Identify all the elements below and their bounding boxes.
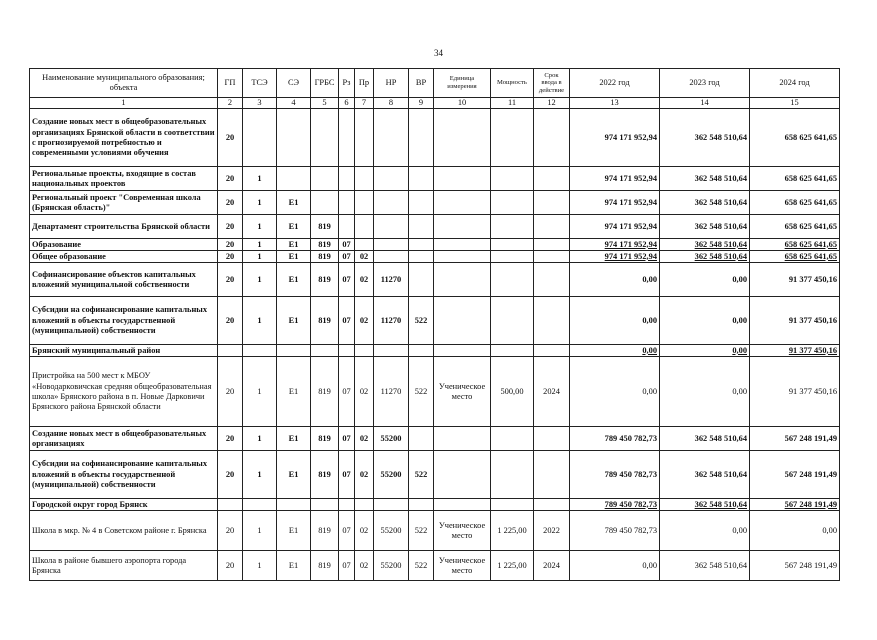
vr-cell — [409, 239, 434, 251]
pr-cell: 02 — [355, 511, 374, 551]
table-row — [30, 251, 840, 263]
column-header: Пр — [355, 69, 374, 98]
tse-cell — [243, 109, 277, 167]
table-row — [30, 345, 840, 357]
amount-2022-cell: 0,00 — [570, 357, 660, 427]
se-cell: Е1 — [277, 511, 311, 551]
column-header: Мощность — [491, 69, 534, 98]
unit-cell — [434, 499, 491, 511]
gp-cell: 20 — [218, 451, 243, 499]
column-number: 4 — [277, 98, 311, 109]
grbs-cell: 819 — [311, 511, 339, 551]
amount-2022-cell: 974 171 952,94 — [570, 251, 660, 263]
pr-cell: 02 — [355, 451, 374, 499]
nr-cell — [374, 167, 409, 191]
table-row — [30, 109, 840, 167]
amount-2022-cell: 974 171 952,94 — [570, 215, 660, 239]
tse-cell — [243, 345, 277, 357]
term-cell — [534, 191, 570, 215]
power-cell: 1 225,00 — [491, 511, 534, 551]
tse-cell: 1 — [243, 167, 277, 191]
vr-cell — [409, 263, 434, 297]
row-name: Общее образование — [30, 251, 218, 263]
power-cell — [491, 251, 534, 263]
gp-cell: 20 — [218, 551, 243, 581]
rz-cell — [339, 215, 355, 239]
amount-2022-cell: 0,00 — [570, 345, 660, 357]
se-cell: Е1 — [277, 357, 311, 427]
rz-cell: 07 — [339, 251, 355, 263]
column-number: 12 — [534, 98, 570, 109]
power-cell — [491, 451, 534, 499]
rz-cell: 07 — [339, 427, 355, 451]
column-header: СЭ — [277, 69, 311, 98]
rz-cell: 07 — [339, 511, 355, 551]
rz-cell — [339, 167, 355, 191]
rz-cell: 07 — [339, 551, 355, 581]
vr-cell — [409, 427, 434, 451]
gp-cell: 20 — [218, 167, 243, 191]
amount-2024-cell: 91 377 450,16 — [750, 345, 840, 357]
column-number: 13 — [570, 98, 660, 109]
grbs-cell: 819 — [311, 357, 339, 427]
se-cell — [277, 167, 311, 191]
column-number: 10 — [434, 98, 491, 109]
grbs-cell: 819 — [311, 551, 339, 581]
nr-cell: 55200 — [374, 551, 409, 581]
table-row — [30, 357, 840, 427]
tse-cell: 1 — [243, 427, 277, 451]
column-number: 15 — [750, 98, 840, 109]
se-cell — [277, 499, 311, 511]
se-cell: Е1 — [277, 427, 311, 451]
nr-cell — [374, 215, 409, 239]
nr-cell — [374, 109, 409, 167]
table-row — [30, 499, 840, 511]
amount-2022-cell: 789 450 782,73 — [570, 427, 660, 451]
amount-2022-cell: 0,00 — [570, 263, 660, 297]
se-cell: Е1 — [277, 451, 311, 499]
column-number: 8 — [374, 98, 409, 109]
amount-2023-cell: 362 548 510,64 — [660, 427, 750, 451]
amount-2022-cell: 789 450 782,73 — [570, 511, 660, 551]
tse-cell — [243, 499, 277, 511]
column-header: 2022 год — [570, 69, 660, 98]
gp-cell: 20 — [218, 215, 243, 239]
grbs-cell: 819 — [311, 263, 339, 297]
se-cell: Е1 — [277, 251, 311, 263]
pr-cell: 02 — [355, 251, 374, 263]
amount-2023-cell: 362 548 510,64 — [660, 239, 750, 251]
amount-2024-cell: 91 377 450,16 — [750, 263, 840, 297]
row-name: Пристройка на 500 мест к МБОУ «Новодарковичская средняя общеобразовательная школа» Брянского района в п. Новые Дарковичи Брянского района Брянской области — [30, 357, 218, 427]
amount-2024-cell: 567 248 191,49 — [750, 427, 840, 451]
rz-cell — [339, 345, 355, 357]
unit-cell — [434, 109, 491, 167]
pr-cell — [355, 191, 374, 215]
pr-cell — [355, 215, 374, 239]
table-row — [30, 451, 840, 499]
nr-cell — [374, 499, 409, 511]
pr-cell: 02 — [355, 551, 374, 581]
amount-2024-cell: 658 625 641,65 — [750, 191, 840, 215]
row-name: Субсидии на софинансирование капитальных вложений в объекты государственной (муниципальной) собственности — [30, 451, 218, 499]
rz-cell — [339, 191, 355, 215]
tse-cell: 1 — [243, 511, 277, 551]
pr-cell: 02 — [355, 427, 374, 451]
term-cell — [534, 167, 570, 191]
column-number: 2 — [218, 98, 243, 109]
gp-cell: 20 — [218, 511, 243, 551]
amount-2023-cell: 362 548 510,64 — [660, 215, 750, 239]
tse-cell: 1 — [243, 357, 277, 427]
gp-cell: 20 — [218, 251, 243, 263]
term-cell: 2024 — [534, 357, 570, 427]
nr-cell: 11270 — [374, 263, 409, 297]
vr-cell — [409, 167, 434, 191]
nr-cell — [374, 251, 409, 263]
vr-cell: 522 — [409, 297, 434, 345]
vr-cell: 522 — [409, 451, 434, 499]
se-cell: Е1 — [277, 215, 311, 239]
column-number: 11 — [491, 98, 534, 109]
row-name: Региональный проект "Современная школа (Брянская область)" — [30, 191, 218, 215]
amount-2024-cell: 658 625 641,65 — [750, 109, 840, 167]
table-header-row — [30, 69, 840, 98]
amount-2022-cell: 789 450 782,73 — [570, 451, 660, 499]
column-number: 7 — [355, 98, 374, 109]
power-cell — [491, 427, 534, 451]
gp-cell: 20 — [218, 427, 243, 451]
row-name: Субсидии на софинансирование капитальных вложений в объекты государственной (муниципальной) собственности — [30, 297, 218, 345]
power-cell — [491, 239, 534, 251]
table-row — [30, 167, 840, 191]
power-cell — [491, 345, 534, 357]
column-number: 3 — [243, 98, 277, 109]
amount-2022-cell: 0,00 — [570, 297, 660, 345]
amount-2022-cell: 974 171 952,94 — [570, 167, 660, 191]
unit-cell — [434, 167, 491, 191]
pr-cell — [355, 499, 374, 511]
row-name: Брянский муниципальный район — [30, 345, 218, 357]
se-cell: Е1 — [277, 239, 311, 251]
page-number: 34 — [434, 48, 443, 58]
column-header: ГП — [218, 69, 243, 98]
table-body — [30, 109, 840, 581]
grbs-cell — [311, 167, 339, 191]
amount-2022-cell: 974 171 952,94 — [570, 109, 660, 167]
gp-cell: 20 — [218, 191, 243, 215]
pr-cell: 02 — [355, 263, 374, 297]
column-number: 1 — [30, 98, 218, 109]
table-row — [30, 427, 840, 451]
row-name: Школа в районе бывшего аэропорта города Брянска — [30, 551, 218, 581]
nr-cell: 11270 — [374, 357, 409, 427]
rz-cell: 07 — [339, 357, 355, 427]
power-cell: 500,00 — [491, 357, 534, 427]
rz-cell: 07 — [339, 239, 355, 251]
column-number: 6 — [339, 98, 355, 109]
tse-cell: 1 — [243, 451, 277, 499]
vr-cell — [409, 345, 434, 357]
pr-cell — [355, 345, 374, 357]
term-cell — [534, 345, 570, 357]
column-header: ГРБС — [311, 69, 339, 98]
amount-2024-cell: 658 625 641,65 — [750, 251, 840, 263]
row-name: Создание новых мест в общеобразовательных организациях Брянской области в соответствии с прогнозируемой потребностью и современными условиями обучения — [30, 109, 218, 167]
nr-cell — [374, 191, 409, 215]
grbs-cell — [311, 191, 339, 215]
amount-2023-cell: 0,00 — [660, 345, 750, 357]
table-row — [30, 263, 840, 297]
term-cell — [534, 499, 570, 511]
amount-2024-cell: 658 625 641,65 — [750, 167, 840, 191]
vr-cell — [409, 109, 434, 167]
se-cell — [277, 109, 311, 167]
term-cell — [534, 239, 570, 251]
power-cell — [491, 263, 534, 297]
column-number: 5 — [311, 98, 339, 109]
term-cell — [534, 263, 570, 297]
amount-2022-cell: 974 171 952,94 — [570, 239, 660, 251]
gp-cell: 20 — [218, 297, 243, 345]
grbs-cell: 819 — [311, 427, 339, 451]
se-cell: Е1 — [277, 191, 311, 215]
term-cell — [534, 109, 570, 167]
tse-cell: 1 — [243, 191, 277, 215]
table-row — [30, 551, 840, 581]
unit-cell — [434, 427, 491, 451]
amount-2023-cell: 0,00 — [660, 297, 750, 345]
amount-2024-cell: 0,00 — [750, 511, 840, 551]
table-row — [30, 191, 840, 215]
power-cell — [491, 499, 534, 511]
table-row — [30, 511, 840, 551]
column-header: ТСЭ — [243, 69, 277, 98]
unit-cell — [434, 297, 491, 345]
unit-cell — [434, 191, 491, 215]
tse-cell: 1 — [243, 263, 277, 297]
amount-2023-cell: 0,00 — [660, 357, 750, 427]
amount-2024-cell: 567 248 191,49 — [750, 551, 840, 581]
amount-2023-cell: 362 548 510,64 — [660, 191, 750, 215]
grbs-cell — [311, 109, 339, 167]
power-cell — [491, 215, 534, 239]
gp-cell: 20 — [218, 109, 243, 167]
unit-cell — [434, 345, 491, 357]
tse-cell: 1 — [243, 297, 277, 345]
nr-cell: 55200 — [374, 451, 409, 499]
unit-cell — [434, 451, 491, 499]
amount-2022-cell: 974 171 952,94 — [570, 191, 660, 215]
unit-cell — [434, 251, 491, 263]
unit-cell — [434, 215, 491, 239]
se-cell: Е1 — [277, 297, 311, 345]
amount-2024-cell: 658 625 641,65 — [750, 215, 840, 239]
gp-cell: 20 — [218, 263, 243, 297]
row-name: Городской округ город Брянск — [30, 499, 218, 511]
rz-cell: 07 — [339, 451, 355, 499]
rz-cell: 07 — [339, 263, 355, 297]
se-cell: Е1 — [277, 551, 311, 581]
rz-cell: 07 — [339, 297, 355, 345]
tse-cell: 1 — [243, 251, 277, 263]
column-header: Рз — [339, 69, 355, 98]
vr-cell: 522 — [409, 511, 434, 551]
amount-2023-cell: 362 548 510,64 — [660, 251, 750, 263]
row-name: Образование — [30, 239, 218, 251]
pr-cell: 02 — [355, 357, 374, 427]
amount-2024-cell: 658 625 641,65 — [750, 239, 840, 251]
amount-2024-cell: 91 377 450,16 — [750, 297, 840, 345]
nr-cell: 11270 — [374, 297, 409, 345]
grbs-cell: 819 — [311, 451, 339, 499]
pr-cell — [355, 167, 374, 191]
amount-2022-cell: 0,00 — [570, 551, 660, 581]
amount-2023-cell: 362 548 510,64 — [660, 167, 750, 191]
column-header: НР — [374, 69, 409, 98]
tse-cell: 1 — [243, 239, 277, 251]
power-cell: 1 225,00 — [491, 551, 534, 581]
unit-cell: Ученическое место — [434, 357, 491, 427]
nr-cell: 55200 — [374, 511, 409, 551]
unit-cell: Ученическое место — [434, 551, 491, 581]
column-header: Наименование муниципального образования; объекта — [30, 69, 218, 98]
amount-2023-cell: 0,00 — [660, 511, 750, 551]
pr-cell — [355, 239, 374, 251]
term-cell: 2022 — [534, 511, 570, 551]
term-cell — [534, 297, 570, 345]
grbs-cell: 819 — [311, 239, 339, 251]
row-name: Школа в мкр. № 4 в Советском районе г. Брянска — [30, 511, 218, 551]
column-header: 2023 год — [660, 69, 750, 98]
amount-2024-cell: 91 377 450,16 — [750, 357, 840, 427]
vr-cell — [409, 215, 434, 239]
row-name: Создание новых мест в общеобразовательных организациях — [30, 427, 218, 451]
nr-cell — [374, 345, 409, 357]
row-name: Департамент строительства Брянской области — [30, 215, 218, 239]
vr-cell: 522 — [409, 357, 434, 427]
table-row — [30, 215, 840, 239]
row-name: Региональные проекты, входящие в состав национальных проектов — [30, 167, 218, 191]
column-header: ВР — [409, 69, 434, 98]
unit-cell — [434, 239, 491, 251]
tse-cell: 1 — [243, 551, 277, 581]
amount-2024-cell: 567 248 191,49 — [750, 499, 840, 511]
column-number: 9 — [409, 98, 434, 109]
column-header: Единица измерения — [434, 69, 491, 98]
power-cell — [491, 167, 534, 191]
table-row — [30, 239, 840, 251]
vr-cell — [409, 499, 434, 511]
column-header: Срок ввода в действие — [534, 69, 570, 98]
row-name: Софинансирование объектов капитальных вложений муниципальной собственности — [30, 263, 218, 297]
term-cell — [534, 427, 570, 451]
unit-cell: Ученическое место — [434, 511, 491, 551]
vr-cell — [409, 251, 434, 263]
se-cell — [277, 345, 311, 357]
nr-cell — [374, 239, 409, 251]
term-cell: 2024 — [534, 551, 570, 581]
amount-2023-cell: 362 548 510,64 — [660, 499, 750, 511]
power-cell — [491, 191, 534, 215]
grbs-cell: 819 — [311, 215, 339, 239]
vr-cell: 522 — [409, 551, 434, 581]
pr-cell: 02 — [355, 297, 374, 345]
grbs-cell: 819 — [311, 251, 339, 263]
amount-2022-cell: 789 450 782,73 — [570, 499, 660, 511]
budget-table — [29, 68, 840, 581]
amount-2023-cell: 362 548 510,64 — [660, 551, 750, 581]
grbs-cell: 819 — [311, 297, 339, 345]
column-number: 14 — [660, 98, 750, 109]
gp-cell: 20 — [218, 239, 243, 251]
gp-cell — [218, 345, 243, 357]
power-cell — [491, 109, 534, 167]
term-cell — [534, 451, 570, 499]
unit-cell — [434, 263, 491, 297]
term-cell — [534, 251, 570, 263]
nr-cell: 55200 — [374, 427, 409, 451]
table-row — [30, 297, 840, 345]
amount-2023-cell: 362 548 510,64 — [660, 109, 750, 167]
rz-cell — [339, 109, 355, 167]
grbs-cell — [311, 499, 339, 511]
amount-2023-cell: 0,00 — [660, 263, 750, 297]
amount-2023-cell: 362 548 510,64 — [660, 451, 750, 499]
vr-cell — [409, 191, 434, 215]
amount-2024-cell: 567 248 191,49 — [750, 451, 840, 499]
grbs-cell — [311, 345, 339, 357]
pr-cell — [355, 109, 374, 167]
power-cell — [491, 297, 534, 345]
tse-cell: 1 — [243, 215, 277, 239]
term-cell — [534, 215, 570, 239]
gp-cell: 20 — [218, 357, 243, 427]
rz-cell — [339, 499, 355, 511]
column-header: 2024 год — [750, 69, 840, 98]
column-number-row — [30, 98, 840, 109]
se-cell: Е1 — [277, 263, 311, 297]
gp-cell — [218, 499, 243, 511]
